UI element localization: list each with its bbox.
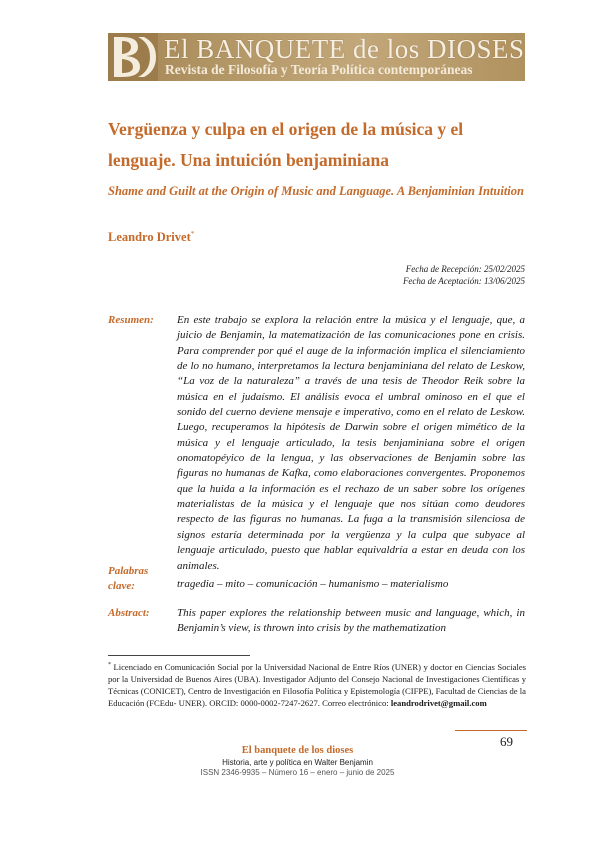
accepted-date: Fecha de Aceptación: 13/06/2025 bbox=[402, 276, 525, 286]
author-footnote bbox=[108, 659, 526, 709]
article-title-english: Shame and Guilt at the Origin of Music and Language. A Benjaminian Intuition bbox=[108, 184, 524, 198]
author-name: Leandro Drivet bbox=[108, 230, 191, 245]
abstract-label: Abstract: bbox=[108, 607, 150, 619]
journal-title: El BANQUETE de los DIOSES bbox=[164, 34, 525, 64]
footer-issue-title: Historia, arte y política en Walter Benjamin bbox=[222, 758, 373, 767]
resumen-text: En este trabajo se explora la relación entre la música y el lenguaje, que, a juicio de Benjamin, la matematización de las comunicaciones pone en crisis. Para comprender por qué el auge de la información implica el silenciamiento de lo no humano, interpretamos la lectura benjaminiana del relato de Leskow, “La voz de la naturaleza” a través de una tesis de Theodor Reik sobre la música en el judaísmo. El análisis evoca el umbral ominoso en el que el sonido del cuerno deviene mensaje e imperativo, como en el relato de Leskow. Luego, recuperamos la hipótesis de Darwin sobre el origen mimético de la música y el lenguaje articulado, la tesis benjaminiana sobre el origen onomatopéyico de la lengua, y las observaciones de Benjamin sobre las figuras no humanas de Kafka, como elaboraciones convergentes. Proponemos que la huida a la información es el rechazo de un saber sobre los orígenes materialistas de la música y el lenguaje que nos sitúan como deudores respecto de las figuras no humanas. La fuga a la transmisión silenciosa de signos estaría determinada por la vergüenza y la culpa que subyace al lenguaje articulado, puesto que hablar equivaldría a estar en deuda con los animales. bbox=[177, 314, 525, 572]
footer-journal-name: El banquete de los dioses bbox=[241, 745, 354, 756]
keywords-label-line2: clave: bbox=[108, 580, 135, 592]
journal-banner bbox=[108, 33, 525, 81]
footnote-divider bbox=[108, 655, 250, 656]
article-title: Vergüenza y culpa en el origen de la música y el lenguaje. Una intuición benjaminiana bbox=[108, 119, 464, 170]
abstract-text: This paper explores the relationship between music and language, which, in Benjamin’s view, is thrown into crisis by the mathematization bbox=[177, 607, 525, 635]
article-author bbox=[108, 230, 194, 245]
footnote-text: Licenciado en Comunicación Social por la Universidad Nacional de Entre Ríos (UNER) y doctor en Ciencias Sociales por la Universidad de Buenos Aires (UBA). Investigador Adjunto del Consejo Nacional de Investigaciones Científicas y Técnicas (CONICET), Centro de Investigación en Filosofía Política y Epistemología (CIFPE), Facultad de Ciencias de la Educación (FCEdu- UNER). ORCID: 0000-0002-7247-2627. Correo electrónico: bbox=[108, 661, 526, 709]
footnote-mark: * bbox=[108, 662, 111, 668]
journal-subtitle: Revista de Filosofía y Teoría Política contemporáneas bbox=[165, 62, 473, 77]
author-email-link[interactable]: leandrodrivet@gmail.com bbox=[390, 698, 487, 709]
footer-issn: ISSN 2346-9935 – Número 16 – enero – junio de 2025 bbox=[200, 768, 395, 777]
journal-logo-icon bbox=[108, 33, 158, 81]
resumen-label: Resumen: bbox=[108, 314, 154, 326]
author-footnote-mark[interactable]: * bbox=[190, 230, 195, 238]
keywords-label-line1: Palabras bbox=[108, 565, 149, 577]
keywords-label bbox=[108, 564, 148, 594]
received-date: Fecha de Recepción: 25/02/2025 bbox=[405, 264, 525, 274]
page-number-rule bbox=[455, 730, 527, 731]
submission-dates bbox=[403, 263, 525, 287]
page-number: 69 bbox=[500, 734, 513, 749]
keywords-text: tragedia – mito – comunicación – humanismo – materialismo bbox=[177, 578, 449, 590]
